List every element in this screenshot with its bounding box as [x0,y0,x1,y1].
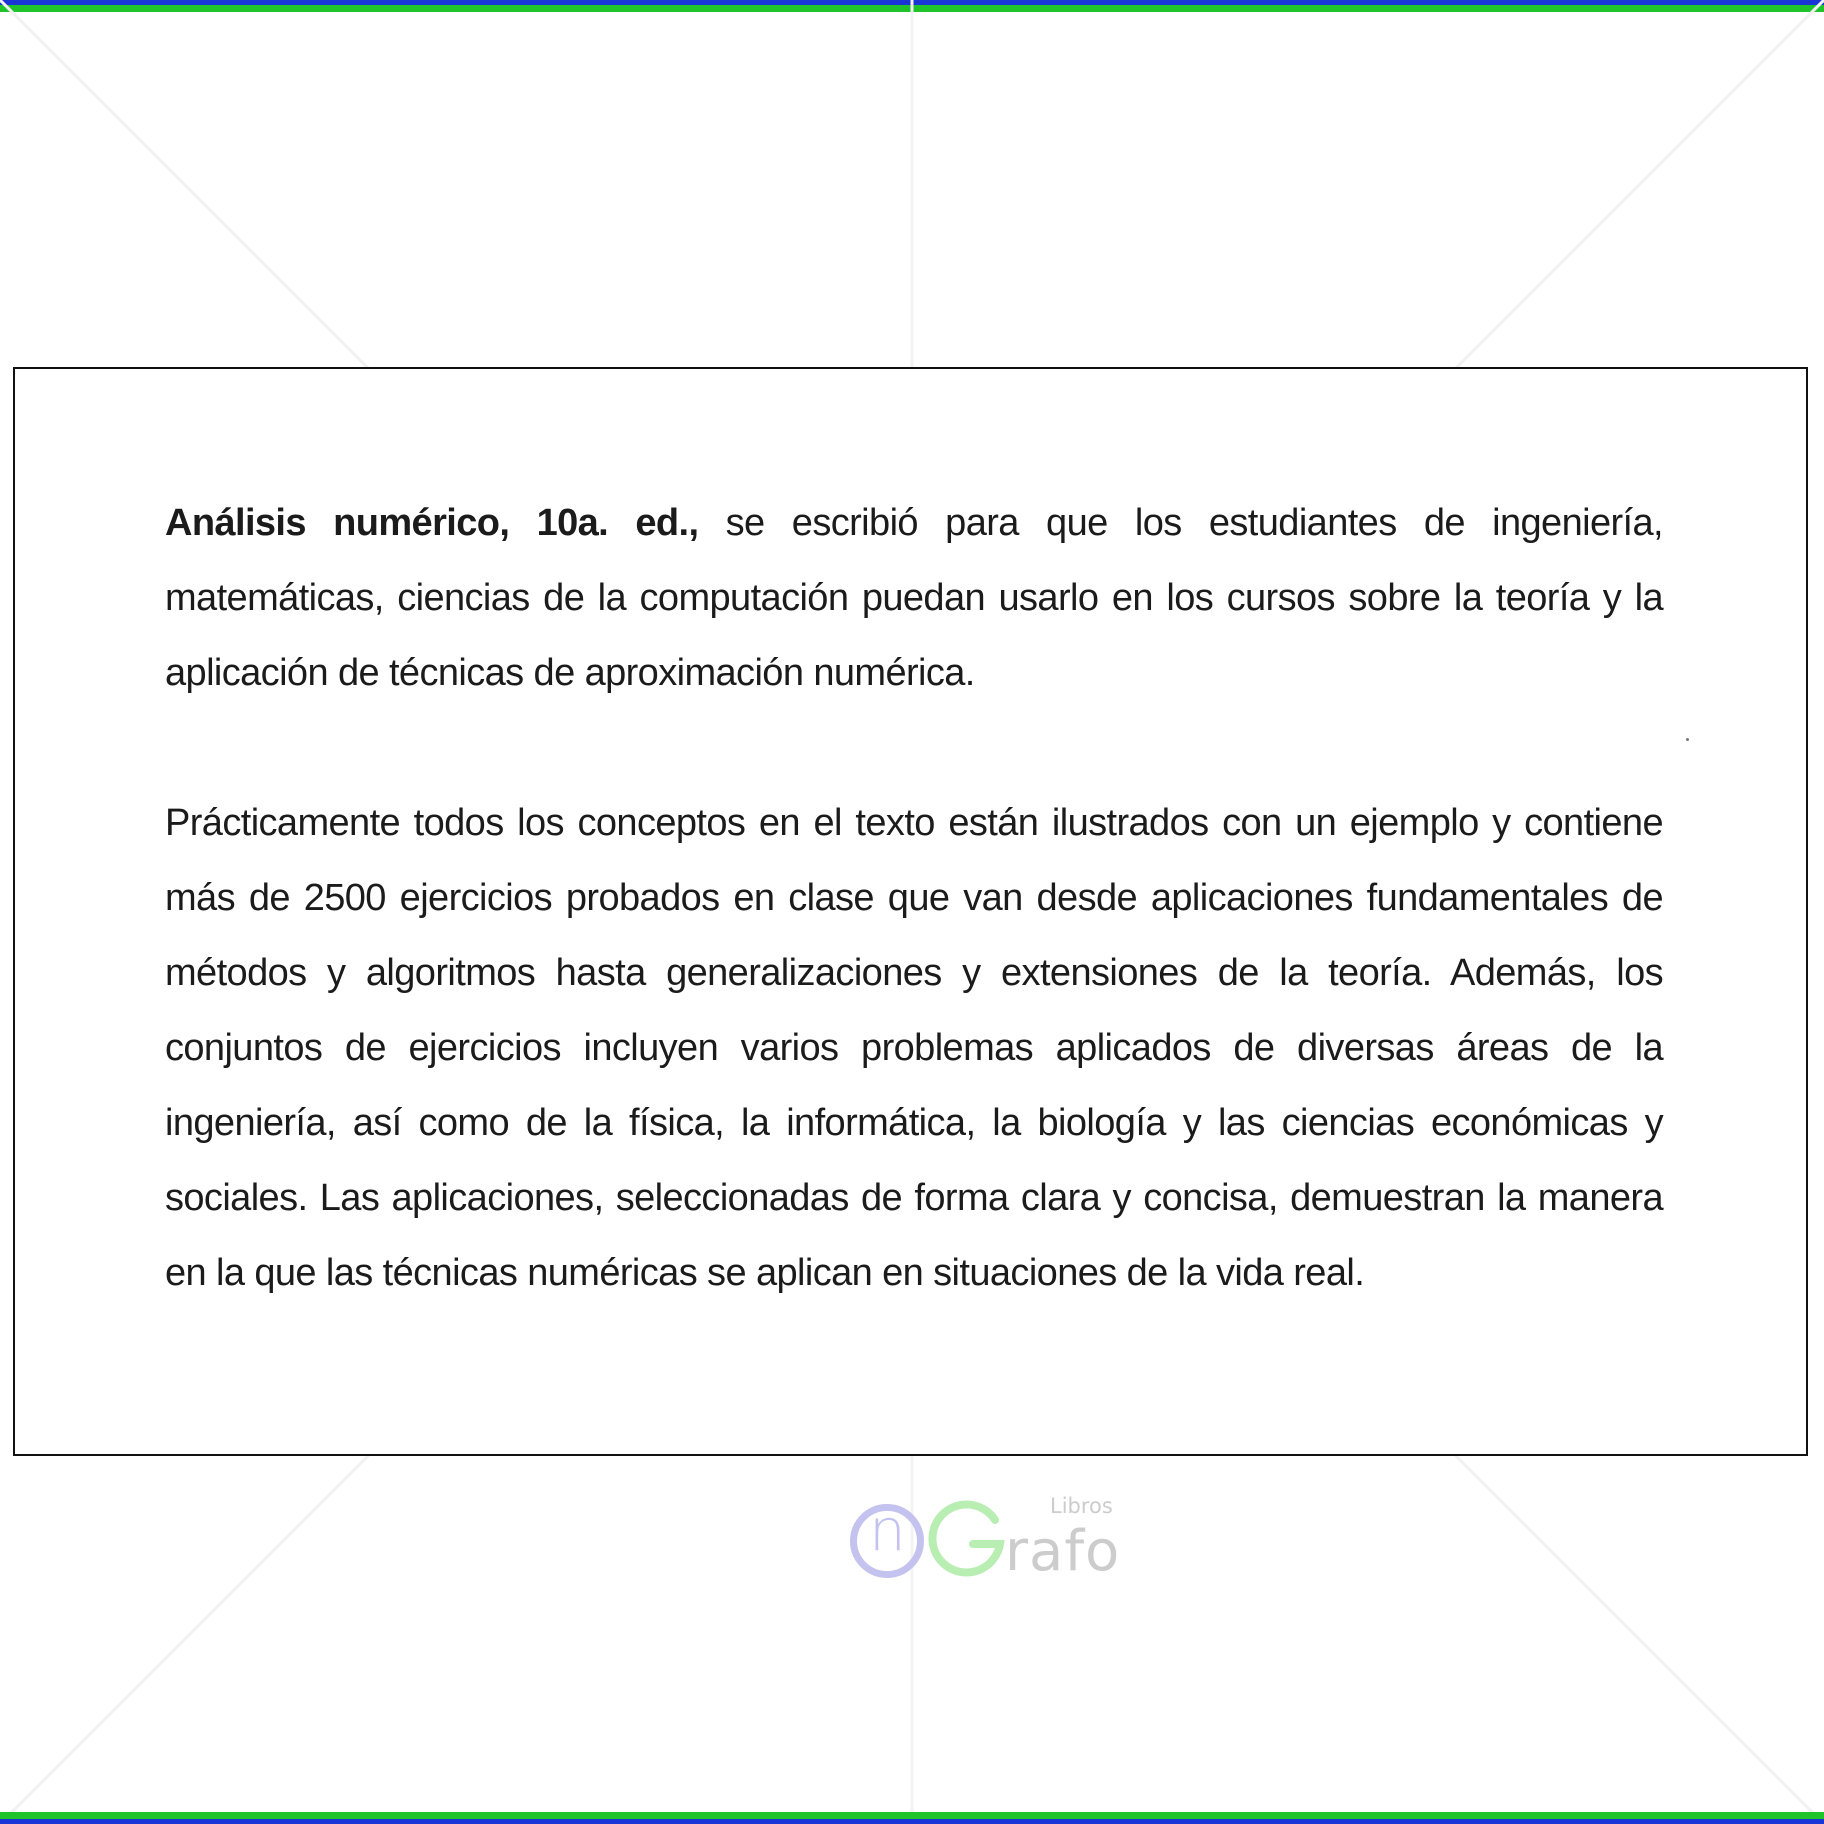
text-box [13,367,1808,1456]
paragraph-1 [165,486,1663,711]
paragraph-2: Prácticamente todos los conceptos en el texto están ilustrados con un ejemplo y contiene más de 2500 ejercicios probados en clase que van desde aplicaciones fundamentales de métodos y algoritmos hasta generalizaciones y extensiones de la teoría. Además, los conjuntos de ejercicios incluyen varios problemas aplicados de diversas áreas de la ingeniería, así como de la física, la informática, la biología y las ciencias económicas y sociales. Las aplicaciones, seleccionadas de forma clara y concisa, demuestran la manera en la que las técnicas numéricas se aplican en situaciones de la vida real. [165,802,1663,1294]
logo-letter-n: n [869,1496,906,1564]
logo-word-rafo: rafo [1005,1519,1121,1584]
bottom-frame-stripe-blue [0,1819,1824,1824]
logo-word-libros: Libros [1050,1494,1113,1518]
bottom-frame-stripe-green [0,1812,1824,1819]
logo-g-icon [925,1500,1007,1582]
scan-speck [1686,738,1689,741]
paragraph-1-text: se escribió para que los estudiantes de ingeniería, matemáticas, ciencias de la computación puedan usarlo en los cursos sobre la teoría y la aplicación de técnicas de aproximación numérica. [165,502,1663,694]
bottom-frame-border [0,1812,1824,1824]
book-title: Análisis numérico, 10a. ed., [165,502,699,544]
watermark-logo [845,1490,1125,1600]
text-content [165,486,1663,1311]
